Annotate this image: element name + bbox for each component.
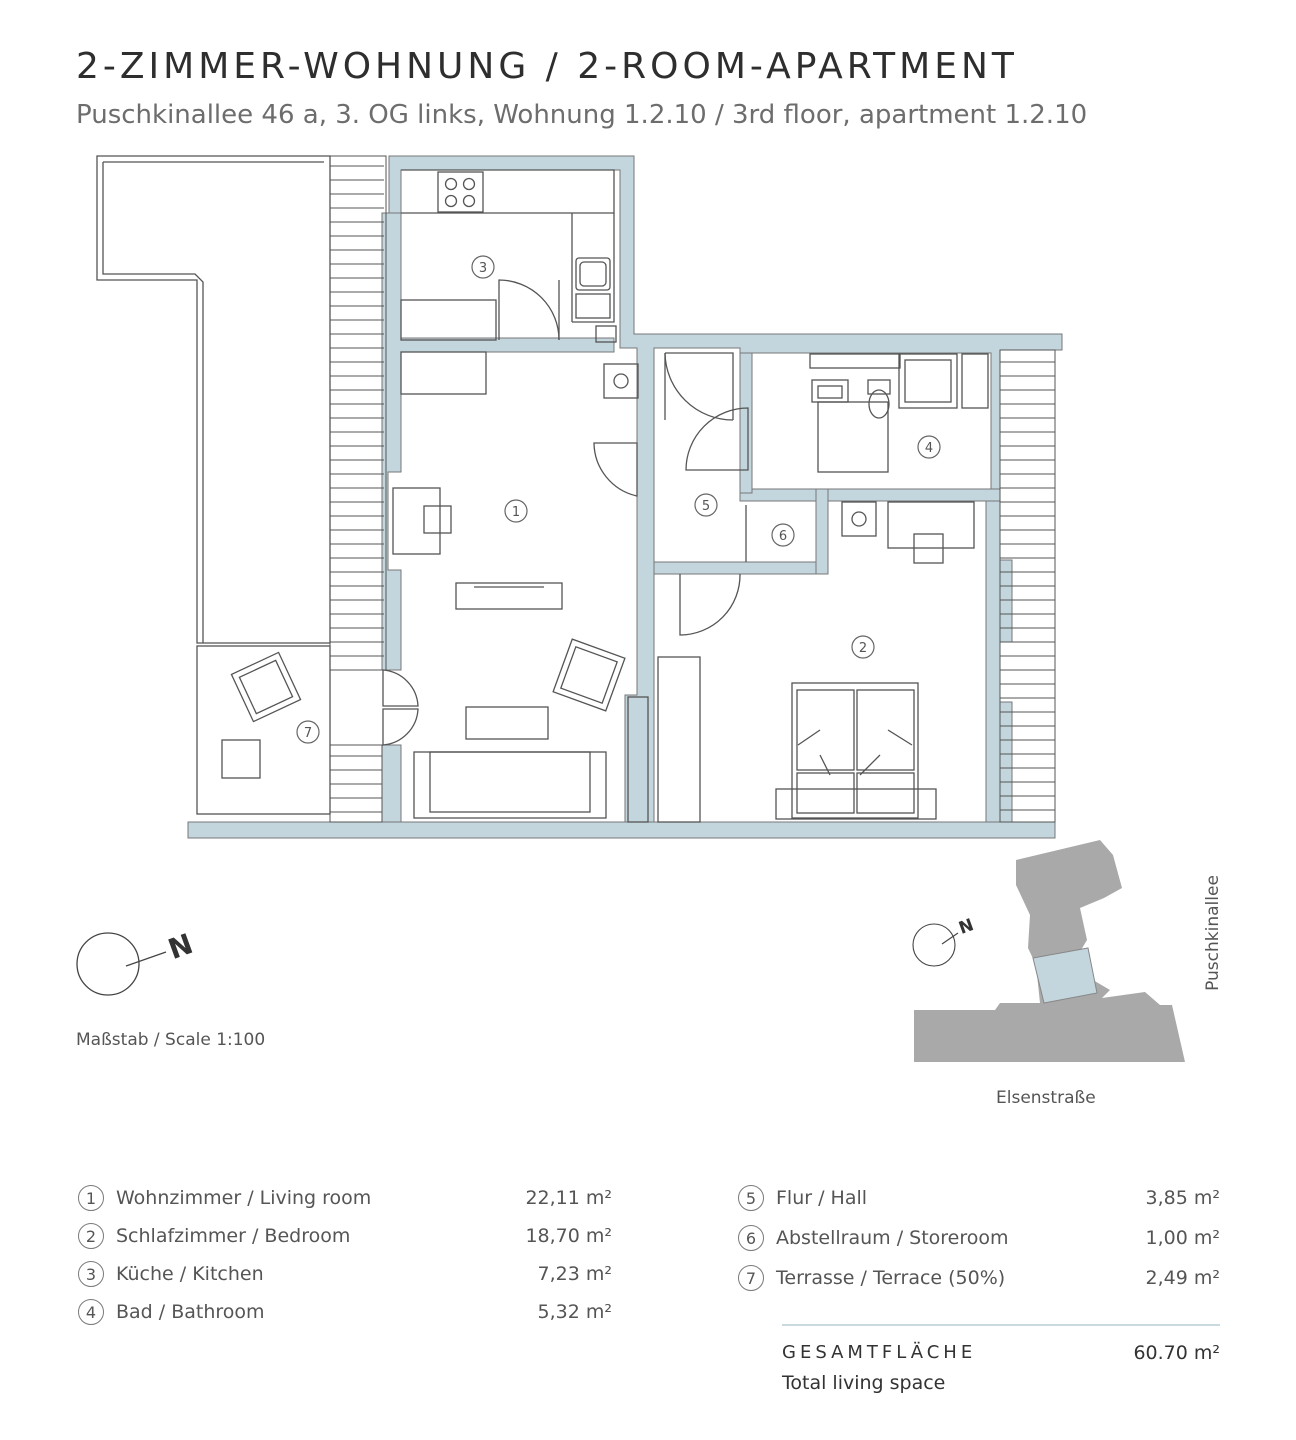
room-number: 5 <box>738 1185 764 1211</box>
total-divider <box>782 1324 1220 1326</box>
total-sublabel: Total living space <box>782 1372 946 1394</box>
room-row <box>738 1263 1220 1293</box>
north-arrow-icon <box>77 933 166 995</box>
total-value: 60.70 m² <box>1133 1342 1220 1364</box>
room-row <box>78 1259 612 1289</box>
plan-label-3: 3 <box>478 261 488 276</box>
plan-label-6: 6 <box>778 529 788 544</box>
room-row <box>738 1183 1220 1213</box>
site-north-icon <box>913 924 958 966</box>
room-name: Abstellraum / Storeroom <box>776 1227 1009 1249</box>
room-number: 3 <box>78 1261 104 1287</box>
north-label: N <box>163 927 198 967</box>
plan-label-5: 5 <box>701 499 711 514</box>
street-elsenstrasse: Elsenstraße <box>996 1088 1096 1108</box>
room-name: Wohnzimmer / Living room <box>116 1187 372 1209</box>
room-area: 5,32 m² <box>537 1301 612 1323</box>
room-area: 2,49 m² <box>1145 1267 1220 1289</box>
room-name: Flur / Hall <box>776 1187 868 1209</box>
room-name: Schlafzimmer / Bedroom <box>116 1225 351 1247</box>
room-area: 3,85 m² <box>1145 1187 1220 1209</box>
room-number: 2 <box>78 1223 104 1249</box>
room-name: Bad / Bathroom <box>116 1301 265 1323</box>
room-row <box>738 1223 1220 1253</box>
room-row <box>78 1297 612 1327</box>
total-label: GESAMTFLÄCHE <box>782 1342 977 1363</box>
room-area: 22,11 m² <box>525 1187 612 1209</box>
plan-label-4: 4 <box>924 441 934 456</box>
plan-label-7: 7 <box>303 726 313 741</box>
page-subtitle: Puschkinallee 46 a, 3. OG links, Wohnung 1.2.10 / 3rd floor, apartment 1.2.10 <box>76 100 1088 130</box>
street-puschkinallee-text: Puschkinallee <box>1203 874 1223 991</box>
room-area: 7,23 m² <box>537 1263 612 1285</box>
page-title: 2-ZIMMER-WOHNUNG / 2-ROOM-APARTMENT <box>76 46 1018 87</box>
site-north-label: N <box>956 915 977 939</box>
room-name: Küche / Kitchen <box>116 1263 264 1285</box>
scale-label: Maßstab / Scale 1:100 <box>76 1030 266 1050</box>
room-name: Terrasse / Terrace (50%) <box>776 1267 1006 1289</box>
room-number: 4 <box>78 1299 104 1325</box>
room-area: 1,00 m² <box>1145 1227 1220 1249</box>
street-puschkinallee <box>1198 870 1228 995</box>
room-row <box>78 1183 612 1213</box>
walls <box>188 156 1062 838</box>
room-number: 7 <box>738 1265 764 1291</box>
plan-label-1: 1 <box>511 505 521 520</box>
hatch-left <box>330 156 386 822</box>
site-highlight <box>1033 948 1097 1003</box>
room-number: 6 <box>738 1225 764 1251</box>
room-area: 18,70 m² <box>525 1225 612 1247</box>
room-row <box>78 1221 612 1251</box>
room-number: 1 <box>78 1185 104 1211</box>
plan-label-2: 2 <box>858 641 868 656</box>
terrace-outline <box>97 156 330 643</box>
